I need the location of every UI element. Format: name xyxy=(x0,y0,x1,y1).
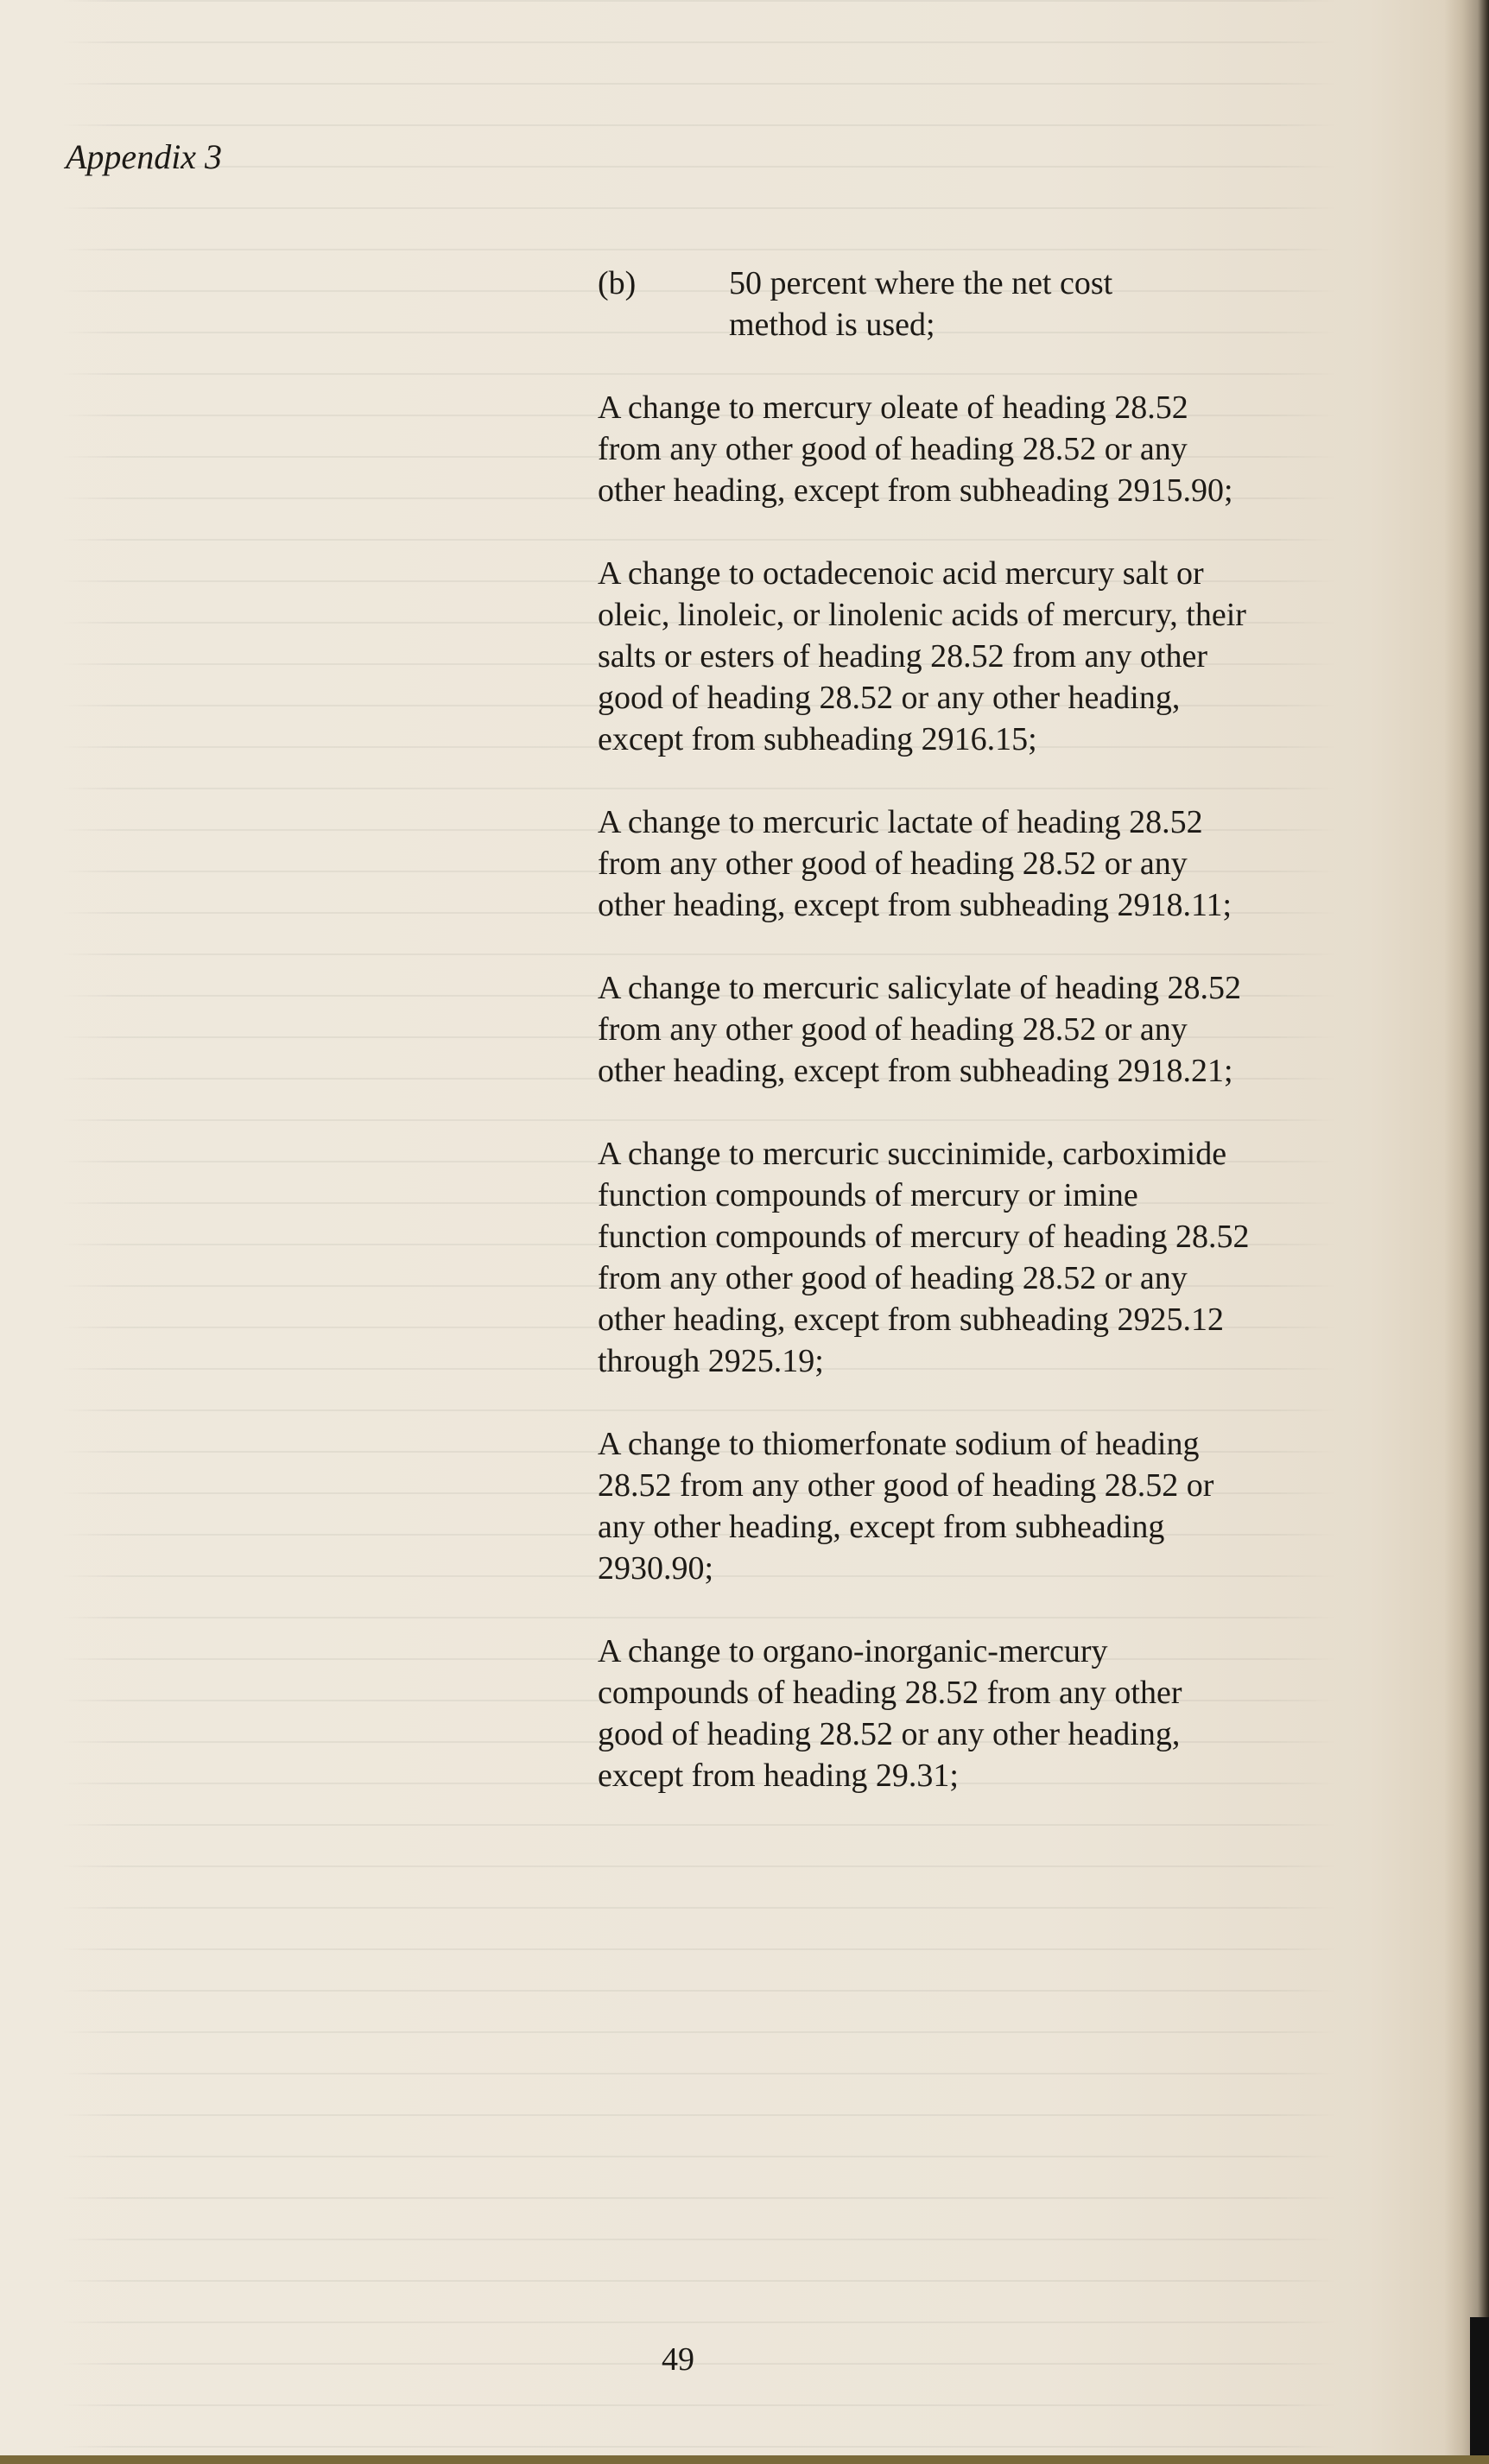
rule-mercuric-succinimide: A change to mercuric succinimide, carboximide function compounds of mercury or imine function compounds of mercury of heading 28.52 from any other good of heading 28.52 or any other heading, except from subheading 2925.12 through 2925.19; xyxy=(598,1136,1250,1379)
page-header: Appendix 3 xyxy=(66,137,223,176)
rules-content xyxy=(598,263,1254,1838)
sub-item-label: (b) xyxy=(598,265,637,301)
rule-mercuric-salicylate: A change to mercuric salicylate of heading 28.52 from any other good of heading 28.52 or any other heading, except from subheading 2918.21; xyxy=(598,970,1241,1089)
rule-organo-inorganic-mercury: A change to organo-inorganic-mercury compounds of heading 28.52 from any other good of heading 28.52 or any other heading, except from heading 29.31; xyxy=(598,1633,1182,1794)
rule-thiomerfonate-sodium: A change to thiomerfonate sodium of heading 28.52 from any other good of heading 28.52 or any other heading, except from subheading 2930.90; xyxy=(598,1426,1214,1587)
sub-item-text: 50 percent where the net cost method is used; xyxy=(729,265,1113,343)
page-number: 49 xyxy=(662,2341,694,2378)
sub-item-b xyxy=(598,263,1254,345)
book-spine-dark-edge xyxy=(1470,2317,1489,2464)
page-bottom-edge xyxy=(0,2455,1489,2464)
rule-mercuric-lactate: A change to mercuric lactate of heading 28.52 from any other good of heading 28.52 or any other heading, except from subheading 2918.11; xyxy=(598,804,1232,923)
rule-octadecenoic-acid-mercury-salt: A change to octadecenoic acid mercury salt or oleic, linoleic, or linolenic acids of mercury, their salts or esters of heading 28.52 from any other good of heading 28.52 or any other heading, except from subheading 2916.15; xyxy=(598,555,1246,757)
book-spine-shadow xyxy=(1444,0,1489,2464)
rule-mercury-oleate: A change to mercury oleate of heading 28.52 from any other good of heading 28.52 or any other heading, except from subheading 2915.90; xyxy=(598,390,1233,509)
